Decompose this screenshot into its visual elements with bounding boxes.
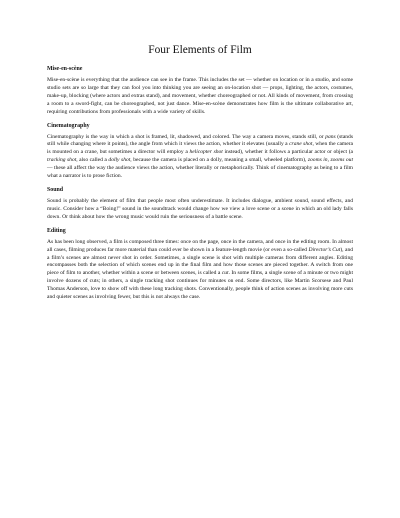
page-title: Four Elements of Film [148,44,252,56]
section-mise-en-scene [47,66,353,117]
section-heading: Sound [47,186,64,193]
section-cinematography [47,123,353,181]
section-editing [47,228,353,302]
section-paragraph: Cinematography is the way in which a shot is framed, lit, shadowed, and colored. The way a camera moves, stands still, or pans (stands still while changing where it points), the angle from which it views the action, whether it elevates (usually a crane shot, when the camera is mounted on a crane, but sometimes a director will employ a helicopter shot instead), whether it follows a particular actor or object (a tracking shot, also called a dolly shot, because the camera is placed on a dolly, meaning a small, wheeled platform), zooms in, zooms out — these all affect the way the audience views the action, whether literally or metaphorically. Think of cinematography as being to a film what a narrator is to prose fiction. [47,133,354,180]
section-paragraph: Mise-en-scène is everything that the audience can see in the frame. This includes the set — whether on location or in a studio, and some studio sets are so large that they can fool you into thinking you are seeing an on-location shot — props, lighting, the actors, costumes, make-up, blocking (where actors and extras stand), and movement, whether choreographed or not. All kinds of movement, from crossing a room to a sword-fight, can be choreographed, not just dance. Mise-en-scène demonstrates how film is the ultimate collaborative art, requiring contributions from professionals with a wide variety of skills. [47,77,353,115]
section-heading: Mise-en-scène [47,66,83,72]
document-page [47,44,353,308]
section-heading: Editing [47,227,66,234]
section-paragraph: As has been long observed, a film is composed three times: once on the page, once in the camera, and once in the editing room. In almost all cases, filming produces far more material than could ever be shown in a feature-length movie (or even a so-called Director’s Cut), and a film’s scenes are almost never shot in order. Sometimes, a single scene is shot with multiple cameras from different angles. Editing encompasses both the selection of which scenes end up in the final film and how those scenes are pieced together. A switch from one piece of film to another, whether within a scene or between scenes, is called a cut. In some films, a single scene of a minute or two might involve dozens of cuts; in others, a single tracking shot continues for minutes on end. Some directors, like Martin Scorsese and Paul Thomas Anderson, love to show off with these long tracking shots. Conventionally, people think of action scenes as involving more cuts and quieter scenes as involving fewer, but this is not always the case. [47,238,353,301]
section-sound [47,187,353,222]
section-paragraph: Sound is probably the element of film that people most often underestimate. It includes dialogue, ambient sound, sound effects, and music. Consider how a “Boing!” sound in the soundtrack would change how we view a love scene or a scene in which an old lady falls down. Or think about how the wrong music would ruin the seriousness of a battle scene. [47,197,353,220]
section-heading: Cinematography [47,122,90,129]
